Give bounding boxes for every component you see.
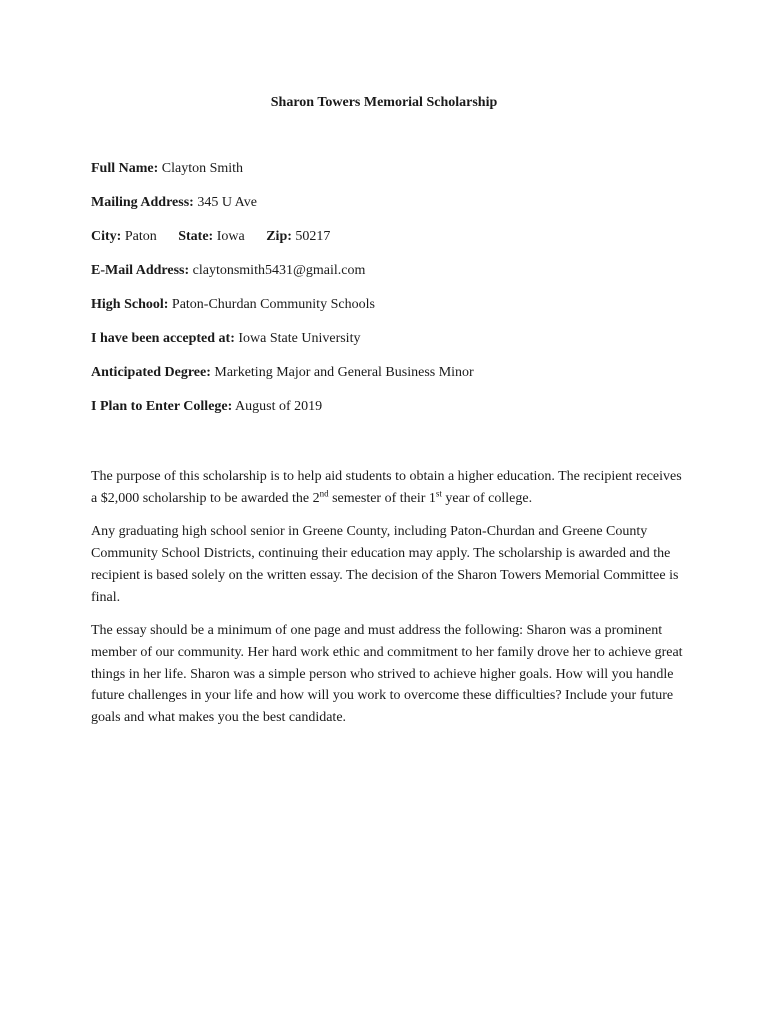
paragraph-essay-requirements: The essay should be a minimum of one page and must address the following: Sharon was a prominent member of our community. Her hard work ethic and commitment to her family drove her to achieve great things in her life. Sharon was a simple person who strived to achieve higher goals. How will you handle future challenges in your life and how will you work to overcome these difficulties? Include your future goals and what makes you the best candidate. xyxy=(91,623,683,726)
full-name-label: Full Name: xyxy=(91,161,159,176)
purpose-text-part-1: The purpose of this scholarship is to help aid students to obtain a higher education. The recipient receives a $2,000 scholarship to be awarded the 2 xyxy=(91,469,682,506)
mailing-address-value: 345 U Ave xyxy=(197,195,257,210)
ordinal-suffix-nd: nd xyxy=(319,488,329,499)
email-field xyxy=(91,262,691,296)
full-name-field xyxy=(91,160,691,194)
state-label: State: xyxy=(178,229,214,244)
high-school-label: High School: xyxy=(91,297,169,312)
enter-college-label: I Plan to Enter College: xyxy=(91,399,233,414)
document-title: Sharon Towers Memorial Scholarship xyxy=(270,95,498,110)
zip-label: Zip: xyxy=(266,229,292,244)
city-label: City: xyxy=(91,229,122,244)
degree-value: Marketing Major and General Business Minor xyxy=(214,365,474,380)
paragraph-eligibility: Any graduating high school senior in Greene County, including Paton-Churdan and Greene County Community School Districts, continuing their education may apply. The scholarship is awarded and the recipient is based solely on the written essay. The decision of the Sharon Towers Memorial Committee is final. xyxy=(91,524,679,605)
high-school-field xyxy=(91,296,691,330)
accepted-at-field xyxy=(91,330,691,364)
mailing-address-label: Mailing Address: xyxy=(91,195,194,210)
mailing-address-field xyxy=(91,194,691,228)
accepted-at-value: Iowa State University xyxy=(238,331,361,346)
city-state-zip-field xyxy=(91,228,691,262)
email-label: E-Mail Address: xyxy=(91,263,190,278)
purpose-text-part-2: semester of their 1 xyxy=(328,490,436,506)
full-name-value: Clayton Smith xyxy=(161,161,244,176)
degree-label: Anticipated Degree: xyxy=(91,365,211,380)
city-value: Paton xyxy=(124,229,157,244)
scholarship-description xyxy=(91,466,691,741)
zip-value: 50217 xyxy=(295,229,331,244)
accepted-at-label: I have been accepted at: xyxy=(91,331,235,346)
enter-college-value: August of 2019 xyxy=(235,399,323,414)
purpose-text-part-3: year of college. xyxy=(441,490,533,506)
email-value: claytonsmith5431@gmail.com xyxy=(192,263,366,278)
applicant-info xyxy=(91,160,691,432)
state-value: Iowa xyxy=(216,229,245,244)
paragraph-purpose xyxy=(91,466,691,509)
degree-field xyxy=(91,364,691,398)
ordinal-suffix-st: st xyxy=(435,488,442,499)
enter-college-field xyxy=(91,398,691,432)
high-school-value: Paton-Churdan Community Schools xyxy=(171,297,375,312)
